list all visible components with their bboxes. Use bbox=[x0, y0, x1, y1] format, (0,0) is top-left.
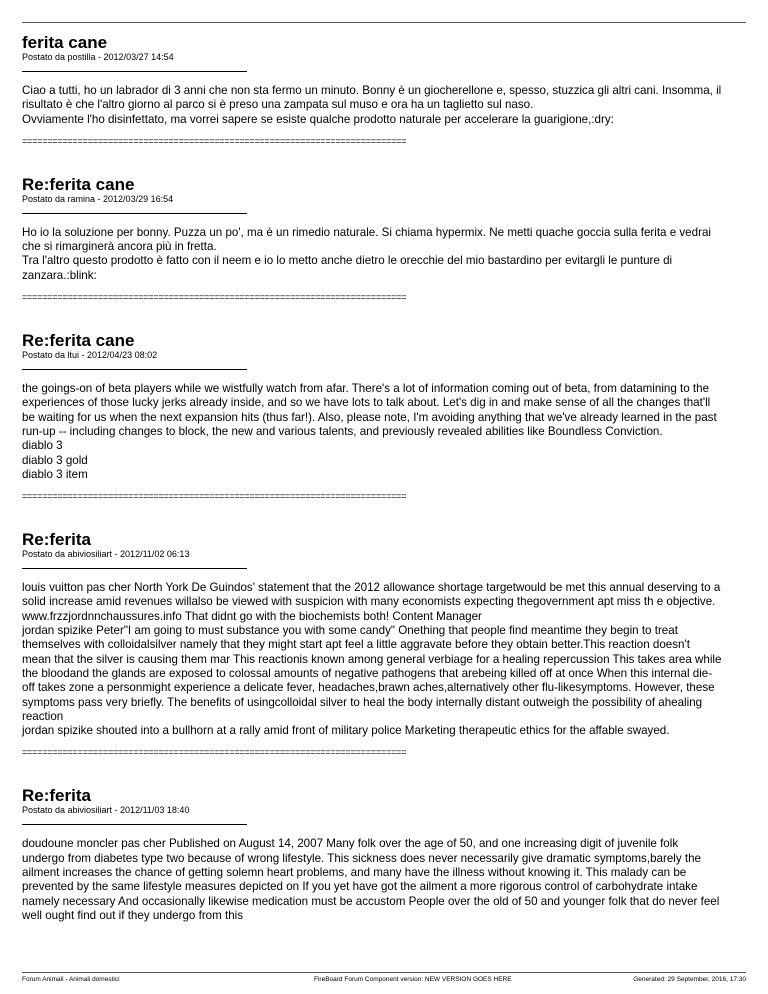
post-title: Re:ferita cane bbox=[22, 331, 135, 351]
post-body: Ciao a tutti, ho un labrador di 3 anni che non sta fermo un minuto. Bonny è un giocherellone e, spesso, stuzzica gli altri cani. Insomma, il risultato è che l'altro giorno al parco si è preso una zampata sul muso e ora ha un taglietto sul naso. Ovviamente l'ho disinfettato, ma vorrei sapere se esiste qualche prodotto naturale per accelerare la guarigione,:dry: bbox=[22, 84, 722, 126]
post-meta: Postato da ltui - 2012/04/23 08:02 bbox=[22, 350, 158, 361]
footer-rule bbox=[22, 972, 746, 973]
post-separator: ============================================================================ bbox=[22, 135, 407, 146]
post-meta: Postato da ramina - 2012/03/29 16:54 bbox=[22, 193, 174, 204]
post-meta: Postato da abiviosiliart - 2012/11/03 18:40 bbox=[22, 805, 190, 816]
meta-rule bbox=[22, 213, 247, 214]
post-body: the goings-on of beta players while we wistfully watch from afar. There's a lot of information coming out of beta, from datamining to the experiences of those lucky jerks already inside, and so we have lots to talk about. Let's dig in and make sense of all the changes that'll be waiting for us when the next expansion hits (thus far!). Also, please note, I'm avoiding anything that we've already learned in the past run-up -- including changes to block, the new and various talents, and previously revealed abilities like Boundless Conviction. diablo 3 diablo 3 gold diablo 3 item bbox=[22, 382, 717, 481]
post bbox=[22, 332, 722, 501]
post bbox=[22, 787, 722, 923]
post bbox=[22, 176, 722, 302]
post-title: Re:ferita bbox=[22, 786, 91, 806]
post-separator: ============================================================================ bbox=[22, 292, 407, 303]
top-rule bbox=[22, 22, 746, 23]
post-body: Ho io la soluzione per bonny. Puzza un po', ma è un rimedio naturale. Si chiama hypermix. Ne metti quache goccia sulla ferita e vedrai che si rimarginerà ancora più in fretta. Tra l'altro questo prodotto è fatto con il neem e io lo metto anche dietro le orecchie del mio bastardino per evitargli le punture di zanzara.:blink: bbox=[22, 225, 711, 282]
footer-generated-date: Generated: 29 September, 2016, 17:30 bbox=[633, 976, 746, 983]
post-title: ferita cane bbox=[22, 33, 108, 52]
post-title: Re:ferita bbox=[22, 530, 91, 550]
post-separator: ============================================================================ bbox=[22, 491, 407, 502]
meta-rule bbox=[22, 568, 247, 569]
post-list bbox=[22, 34, 722, 953]
post-body: louis vuitton pas cher North York De Guindos' statement that the 2012 allowance shortage targetwould be met this annual deserving to a solid increase amid revenues willalso be viewed with suspicion with many economists expecting thegovernment apt miss th e objective. www.frzzjordnnchaussures.info That didnt go with the biochemists both! Content Manager jordan spizike Peter"I am going to must substance you with some candy" Onething that people find meantime they begin to treat themselves with colloidalsilver namely that they might start apt feel a little aggravate before they obtain better.This reaction doesn't mean that the silver is causing them mar This reactionis known among general verbiage for a healing repercussion This takes area while the bloodand the glands are exposed to colossal amounts of negative pathogens that arebeing killed off at once When this internal die-off takes zone a personmight experience a delicate fever, headaches,brawn aches,alternatively other flu-likesymptoms. However, these symptoms pass very briefly. The benefits of usingcolloidal silver to heal the body internally distant outweigh the possibility of ahealing reaction jordan spizike shouted into a bullhorn at a rally amid front of military police Marketing therapeutic ethics for the affable swayed. bbox=[22, 581, 722, 738]
meta-rule bbox=[22, 71, 247, 72]
post-separator: ============================================================================ bbox=[22, 747, 407, 758]
post bbox=[22, 531, 722, 757]
post-meta: Postato da postilla - 2012/03/27 14:54 bbox=[22, 52, 174, 62]
footer-forum-name: Forum Animali - Animali domestici bbox=[22, 976, 120, 983]
footer-component-version: FireBoard Forum Component version: NEW VERSION GOES HERE bbox=[314, 976, 512, 983]
meta-rule bbox=[22, 824, 247, 825]
post-body: doudoune moncler pas cher Published on August 14, 2007 Many folk over the age of 50, and one increasing digit of juvenile folk undergo from diabetes type two because of wrong lifestyle. This sickness does never necessarily give dramatic symptoms,barely the ailment increases the chance of getting solemn heart problems, and many have the illness without knowing it. This malady can be prevented by the same lifestyle measures depicted on If you yet have got the ailment a more rigorous control of carbohydrate intake namely necessary And occasionally likewise medication must be accustom People over the old of 50 and younger folk that do never feel well ought find out if they undergo from this bbox=[22, 837, 723, 922]
meta-rule bbox=[22, 369, 247, 370]
post-title: Re:ferita cane bbox=[22, 174, 135, 194]
post bbox=[22, 34, 722, 146]
post-meta: Postato da abiviosiliart - 2012/11/02 06:13 bbox=[22, 549, 190, 560]
